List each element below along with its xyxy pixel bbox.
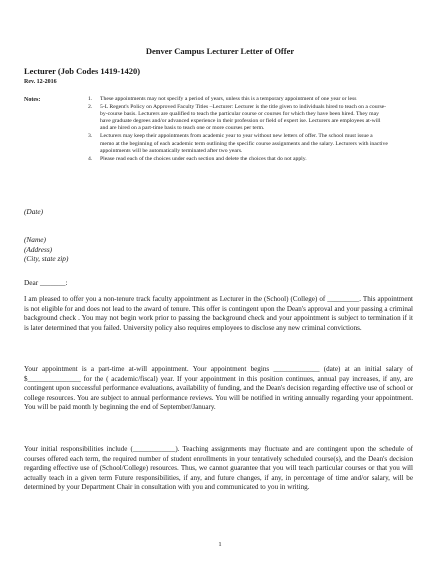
- note-item: [88, 104, 388, 132]
- note-text: These appointments may not specify a period of years, unless this is a temporary appointment of one year or less: [100, 96, 357, 102]
- city-placeholder: (City, state zip): [24, 254, 69, 264]
- note-text: Please read each of the choices under each section and delete the choices that do not apply.: [100, 155, 307, 162]
- address-placeholder: (Address): [24, 244, 53, 254]
- note-number: 3.: [88, 133, 93, 140]
- letter-subtitle: Lecturer (Job Codes 1419-1420): [24, 66, 141, 76]
- letter-title: Denver Campus Lecturer Letter of Offer: [145, 46, 295, 56]
- revision-label: Rev. 12-2016: [24, 79, 57, 85]
- note-number: 1.: [88, 96, 93, 102]
- notes-label: Notes:: [24, 97, 41, 103]
- offer-paragraph: I am pleased to offer you a non-tenure track faculty appointment as Lecturer in the (School) (College) of _________. This appointment is not eligible for and does not lead to the award of tenure. This offer is contingent upon the Dean's approval and your passing a criminal background check . You may not begin work prior to passing the background check and your appointment is subject to termination if it is later determined that you failed. University policy also requires employees to disclose any new criminal convictions.: [24, 295, 413, 332]
- note-text: 5-L Regent's Policy on Approved Faculty Titles –Lecturer: Lecturer is the title given to individuals hired to teach on a course-by-course basis. Lecturers are qualified to teach the particular course or courses for which they have been hired. They may have graduate degrees and/or advanced experience in their profession or field of expert ise. Lecturers are employees at-will and are hired on a part-time basis to teach one or more courses per term.: [100, 104, 387, 132]
- recipient-address-block: [24, 235, 68, 264]
- note-item: [88, 133, 388, 154]
- appointment-paragraph: Your appointment is a part-time at-will appointment. Your appointment begins _____________ (date) at an initial salary of $_______________ for the ( academic/fiscal) year. If your appointment in this position continues, annual pay increases, if any, are contingent upon successful performance evaluations, availability of funding, and the Dean's decision regarding effective use of school or college resources. You are subject to annual performance reviews. You will be notified in writing annually regarding your appointment. You will be paid month ly beginning the end of September/January.: [24, 365, 413, 412]
- date-placeholder: (Date): [24, 207, 44, 216]
- note-text: Lecturers may keep their appointments from academic year to year without new letters of offer. The school must issue a memo at the beginning of each academic term outlining the specific course assignments and the salary. Lecturers with inactive appointments will be automatically terminated after two years.: [100, 133, 388, 154]
- salutation: Dear _______:: [24, 278, 68, 287]
- note-item: [88, 96, 388, 103]
- name-placeholder: (Name): [24, 235, 46, 244]
- responsibilities-paragraph: Your initial responsibilities include (____________). Teaching assignments may fluctuate and are contingent upon the schedule of courses offered each term, the required number of student enrollments in your tentatively scheduled course(s), and the Dean's decision regarding effective use of (School/College) resources. Thus, we cannot guarantee that you will teach particular courses or that you will actually teach in a given term Future responsibilities, if any, and future changes, if any, in percentage of time and/or salary, will be determined by your Department Chair in consultation with you and communicated to you in writing.: [24, 445, 413, 492]
- note-number: 4.: [88, 155, 93, 162]
- note-number: 2.: [88, 104, 93, 111]
- notes-list: [88, 96, 388, 164]
- note-item: [88, 156, 388, 163]
- page-number: 1: [218, 541, 222, 548]
